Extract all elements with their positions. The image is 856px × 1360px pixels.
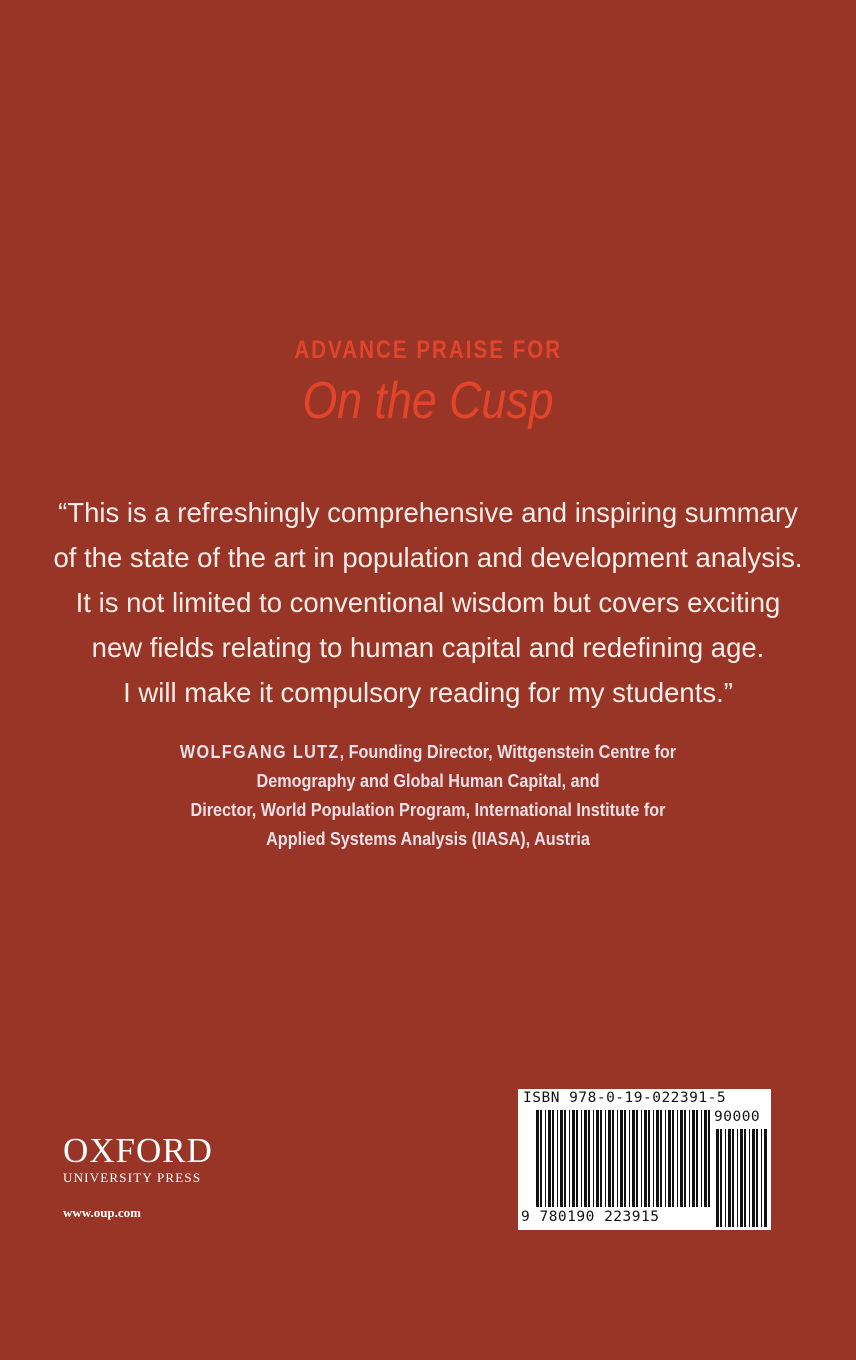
barcode-bar — [608, 1110, 611, 1207]
attribution-line: Applied Systems Analysis (IIASA), Austria — [266, 829, 590, 849]
barcode-bar — [572, 1110, 575, 1207]
barcode-bar — [749, 1129, 750, 1227]
barcode-bar — [701, 1110, 702, 1207]
barcode-bar — [545, 1110, 546, 1207]
barcode-bar — [552, 1110, 554, 1207]
barcode-bar — [588, 1110, 590, 1207]
barcode-bar — [672, 1110, 674, 1207]
barcode-bar — [569, 1110, 570, 1207]
barcode-bar — [665, 1110, 666, 1207]
barcode-bar — [728, 1129, 731, 1227]
barcode-bar — [756, 1129, 758, 1227]
endorser-name: WOLFGANG LUTZ — [179, 742, 340, 762]
barcode-bar — [653, 1110, 654, 1207]
barcode-bar — [737, 1129, 738, 1227]
price-code: 90000 — [714, 1109, 761, 1125]
barcode-bar — [677, 1110, 678, 1207]
barcode-bar — [596, 1110, 599, 1207]
book-title: On the Cusp — [302, 372, 554, 430]
publisher-press: UNIVERSITY PRESS — [63, 1170, 202, 1185]
barcode-bar — [557, 1110, 558, 1207]
barcode-bar — [636, 1110, 638, 1207]
barcode-bar — [548, 1110, 551, 1207]
ean-digits: 9 780190 223915 — [521, 1209, 660, 1225]
barcode-bar — [732, 1129, 734, 1227]
barcode-bar — [656, 1110, 659, 1207]
quote-line: I will make it compulsory reading for my students.” — [123, 677, 733, 708]
barcode-bar — [600, 1110, 602, 1207]
quote-attribution — [40, 738, 816, 854]
barcode-bar — [648, 1110, 650, 1207]
barcode-bar — [576, 1110, 578, 1207]
attribution-line: Demography and Global Human Capital, and — [256, 771, 600, 791]
barcode-bar — [680, 1110, 683, 1207]
barcode-bar — [761, 1129, 762, 1227]
barcode-bar — [632, 1110, 635, 1207]
barcode-bar — [612, 1110, 614, 1207]
barcode-bar — [593, 1110, 594, 1207]
quote-line: new fields relating to human capital and redefining age. — [91, 632, 765, 663]
barcode-bar — [624, 1110, 626, 1207]
isbn-label: ISBN 978-0-19-022391-5 — [523, 1090, 727, 1106]
barcode-bar — [644, 1110, 647, 1207]
barcode-bar — [720, 1129, 722, 1227]
barcode-bar — [764, 1129, 767, 1227]
barcode-bar — [584, 1110, 587, 1207]
barcode-bar — [752, 1129, 755, 1227]
barcode-bar — [744, 1129, 746, 1227]
barcode-bar — [660, 1110, 662, 1207]
barcode-bar — [629, 1110, 630, 1207]
quote-line: “This is a refreshingly comprehensive and inspiring summary — [58, 497, 798, 528]
publisher-website: www.oup.com — [63, 1205, 142, 1220]
barcode-bar — [620, 1110, 623, 1207]
endorser-title: , Founding Director, Wittgenstein Centre for — [339, 742, 677, 762]
barcode-bar — [708, 1110, 710, 1207]
advance-praise-kicker: ADVANCE PRAISE FOR — [294, 336, 562, 364]
barcode-bar — [740, 1129, 743, 1227]
praise-quote — [40, 490, 816, 715]
barcode-bar — [704, 1110, 707, 1207]
barcode-bar — [689, 1110, 690, 1207]
barcode-bar — [560, 1110, 563, 1207]
barcode-bar — [692, 1110, 695, 1207]
attribution-line — [79, 738, 777, 767]
barcode-bar — [564, 1110, 566, 1207]
quote-line: of the state of the art in population and development analysis. — [53, 542, 803, 573]
barcode-bar — [668, 1110, 671, 1207]
oxford-logo — [63, 1131, 213, 1186]
barcode-bar — [605, 1110, 606, 1207]
praise-heading — [0, 336, 856, 431]
publisher-name: OXFORD — [63, 1131, 213, 1170]
barcode-bar — [716, 1129, 719, 1227]
attribution-line: Director, World Population Program, International Institute for — [190, 800, 666, 820]
barcode-bar — [696, 1110, 698, 1207]
barcode-bar — [617, 1110, 618, 1207]
barcode-bar — [540, 1110, 542, 1207]
isbn-barcode — [518, 1089, 771, 1230]
barcode-bar — [684, 1110, 686, 1207]
barcode-bar — [581, 1110, 582, 1207]
barcode-bar — [536, 1110, 539, 1207]
quote-line: It is not limited to conventional wisdom but covers exciting — [75, 587, 781, 618]
barcode-bar — [725, 1129, 726, 1227]
barcode-bar — [641, 1110, 642, 1207]
